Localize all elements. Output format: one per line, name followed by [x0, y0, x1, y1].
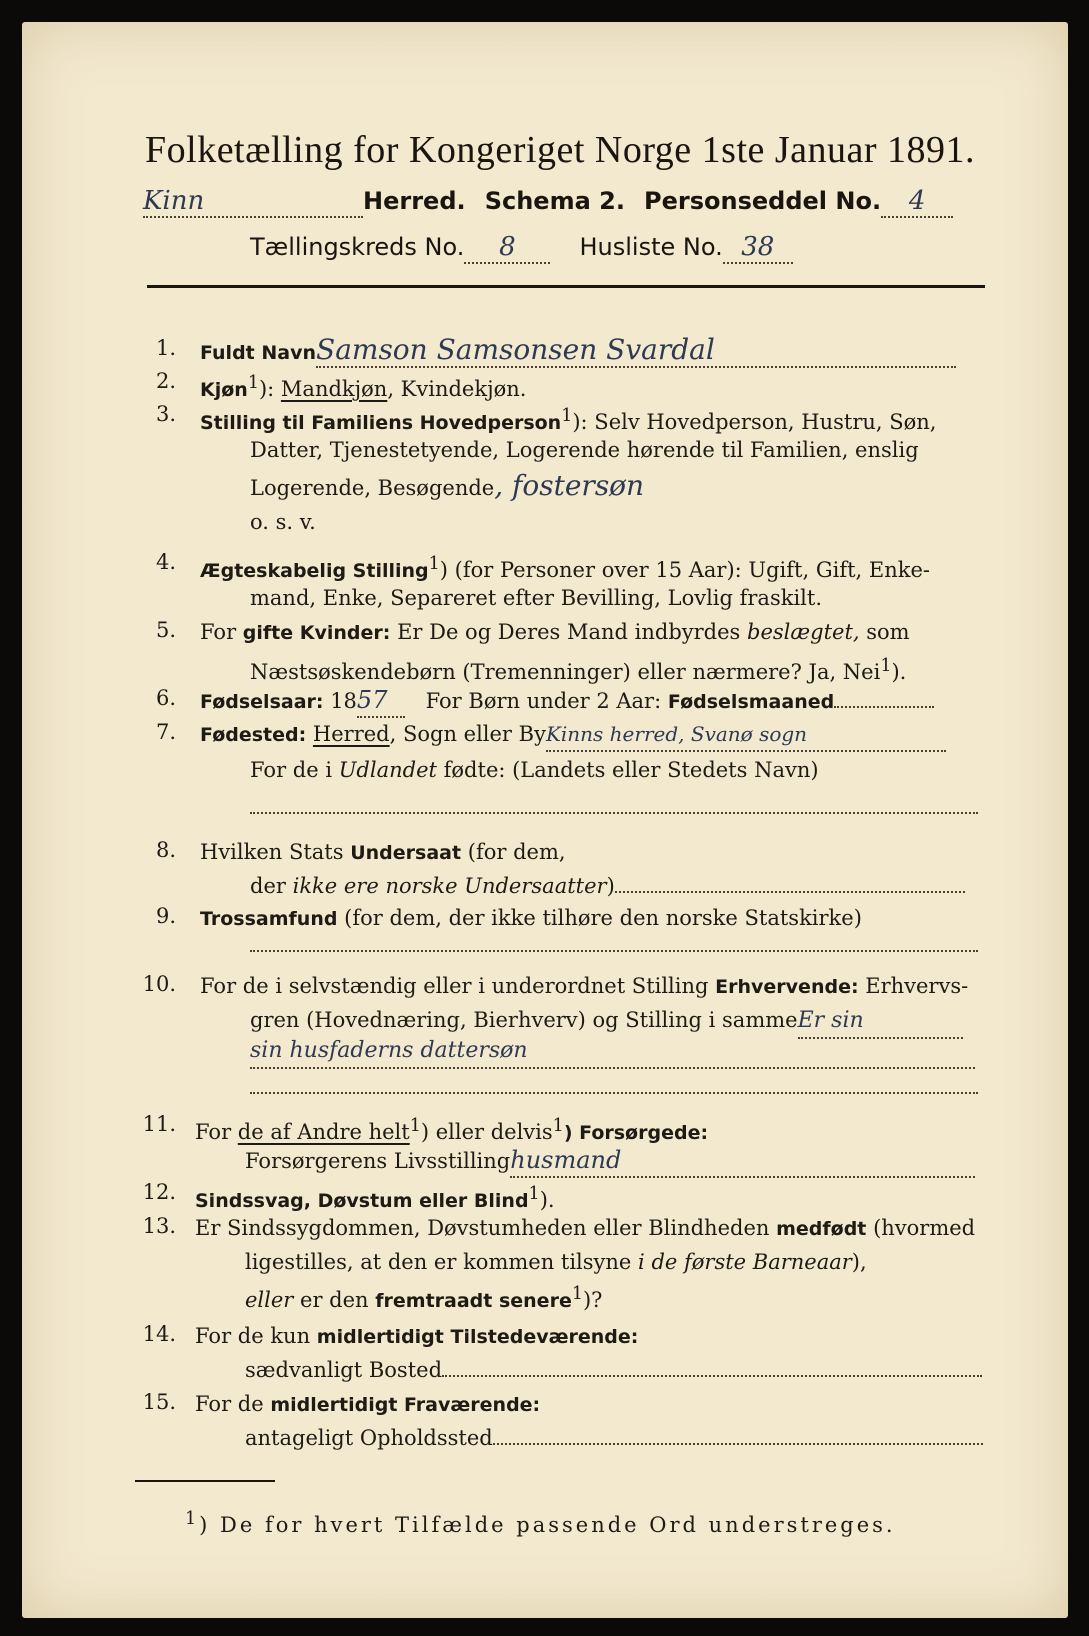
q11-sup-b: 1 — [552, 1116, 564, 1136]
q13-end: )? — [582, 1288, 603, 1312]
q13-line2b: ), — [851, 1250, 867, 1274]
q9-label: Trossamfund — [200, 908, 338, 930]
q15-text-a: For de — [195, 1392, 264, 1416]
q7-answer: Kinns herred, Svanø sogn — [546, 718, 946, 752]
q4-line1: ) (for Personer over 15 Aar): Ugift, Gift, Enke- — [439, 558, 930, 582]
footnote-text: ) De for hvert Tilfælde passende Ord understreges. — [199, 1513, 896, 1537]
q15-row-2 — [245, 1422, 983, 1454]
q6-answer: 57 — [357, 684, 405, 718]
q8-number: 8. — [155, 838, 176, 862]
q6-label-b: Fødselsmaaned — [667, 691, 835, 713]
q3-line2: Datter, Tjenestetyende, Logerende hørende til Familien, enslig — [250, 438, 919, 462]
q5-row-2 — [250, 650, 906, 688]
q4-label: Ægteskabelig Stilling — [200, 560, 429, 582]
q13-row-1 — [195, 1212, 975, 1245]
q8-row-1 — [200, 836, 566, 869]
q11-number: 11. — [142, 1112, 176, 1136]
q2-number: 2. — [155, 369, 176, 393]
q11-row-2 — [245, 1144, 975, 1178]
q7-label: Fødested: — [200, 724, 307, 746]
q10-number: 10. — [142, 972, 176, 996]
q6-row — [200, 684, 934, 718]
q8-italic: ikke ere norske Undersaatter — [292, 874, 607, 898]
q15-number: 15. — [142, 1390, 176, 1414]
footnote-sup: 1 — [185, 1509, 200, 1529]
q13-label: medfødt — [776, 1218, 867, 1240]
q2-option-female: , Kvindekjøn. — [387, 377, 527, 401]
q7-text-a: Herred — [312, 722, 390, 746]
q2-sup: 1 — [247, 373, 259, 393]
q15-label: midlertidigt Fraværende: — [270, 1394, 541, 1416]
q13-row-3 — [245, 1278, 602, 1317]
q5-label: gifte Kvinder: — [242, 622, 391, 644]
q3-sup: 1 — [561, 406, 573, 426]
q11-text-b: ) eller delvis — [420, 1120, 553, 1144]
q15-row-1 — [195, 1388, 540, 1421]
q11-text-c: ) Forsørgede: — [563, 1122, 709, 1144]
q7-blank-line — [250, 812, 978, 814]
q13-number: 13. — [142, 1214, 176, 1238]
q5-sup: 1 — [880, 656, 892, 676]
q14-row-2 — [245, 1354, 982, 1386]
q10-answer-1: Er sin — [798, 1005, 963, 1039]
q7-italic: Udlandet — [338, 758, 437, 782]
q10-line1a: For de i selvstændig eller i underordnet Stilling — [200, 974, 709, 998]
q13-label2: fremtraadt senere — [375, 1290, 572, 1312]
taellingskreds-label: Tællingskreds No. — [250, 233, 465, 261]
q13-italic: i de første Barneaar — [638, 1250, 852, 1274]
q6-prefix: 18 — [330, 689, 357, 713]
herred-label: Herred. — [363, 187, 466, 215]
q6-label: Fødselsaar: — [200, 691, 324, 713]
q5-line2: Næstsøskendebørn (Tremenninger) eller nærmere? Ja, Nei — [250, 660, 881, 684]
q2-label: Kjøn — [200, 379, 248, 401]
q7-row-2 — [250, 754, 819, 786]
q13-line3: er den — [300, 1288, 369, 1312]
q8-label: Undersaat — [350, 842, 462, 864]
q12-number: 12. — [142, 1180, 176, 1204]
q7-row-1 — [200, 718, 946, 752]
q10-row-3 — [250, 1034, 975, 1069]
q13-sup: 1 — [571, 1284, 583, 1304]
q6-text-a: For Børn under 2 Aar: — [425, 689, 662, 713]
q15-line2: antageligt Opholdssted — [245, 1426, 493, 1450]
q14-row-1 — [195, 1320, 638, 1353]
q14-label: midlertidigt Tilstedeværende: — [316, 1326, 639, 1348]
q11-line2: Forsørgerens Livsstilling — [245, 1149, 511, 1173]
q13-line1a: Er Sindssygdommen, Døvstumheden eller Blindheden — [195, 1216, 770, 1240]
q1-answer: Samson Samsonsen Svardal — [316, 334, 956, 368]
header-line-herred — [143, 186, 953, 218]
taellingskreds-value: 8 — [464, 232, 550, 264]
q8-line2a: der — [250, 874, 286, 898]
q13-line2a: ligestilles, at den er kommen tilsyne — [245, 1250, 632, 1274]
husliste-label: Husliste No. — [579, 233, 723, 261]
q7-text-b: , Sogn eller By — [389, 722, 546, 746]
q4-line2: mand, Enke, Separeret efter Bevilling, Lovlig fraskilt. — [250, 586, 823, 610]
q3-answer: , fostersøn — [494, 469, 645, 502]
q2-row: Kjøn$^1$): Mandkjøn, Kvindekjøn. — [200, 373, 527, 401]
q5-text-a: For — [200, 620, 237, 644]
q3-number: 3. — [155, 402, 176, 426]
q9-row — [200, 902, 862, 935]
q5-text-b: som — [866, 620, 910, 644]
q15-blank — [493, 1443, 983, 1445]
q8-line1b: (for dem, — [467, 840, 566, 864]
q7-number: 7. — [155, 720, 176, 744]
personseddel-value: 4 — [881, 186, 953, 218]
q5-end: ). — [891, 660, 907, 684]
q8-line1a: Hvilken Stats — [200, 840, 344, 864]
q1-number: 1. — [155, 336, 176, 360]
q4-number: 4. — [155, 550, 176, 574]
q5-line1: Er De og Deres Mand indbyrdes — [397, 620, 741, 644]
q13-row-2 — [245, 1246, 867, 1278]
form-title: Folketælling for Kongeriget Norge 1ste Januar 1891. — [145, 129, 976, 171]
personseddel-label: Personseddel No. — [644, 187, 882, 215]
q10-line1b: Erhvervs- — [865, 974, 969, 998]
q1-label: Fuldt Navn — [200, 342, 317, 364]
q10-answer-2: sin husfaderns dattersøn — [250, 1035, 975, 1069]
q10-row-1 — [200, 970, 968, 1003]
q13-line1b: (hvormed — [873, 1216, 976, 1240]
header-line-taelling — [250, 232, 793, 264]
q5-italic: beslægtet, — [747, 620, 860, 644]
q6-number: 6. — [155, 686, 176, 710]
q7-line2b: fødte: (Landets eller Stedets Navn) — [443, 758, 819, 782]
herred-value: Kinn — [143, 186, 363, 218]
q3-line4: o. s. v. — [250, 510, 316, 534]
q8-blank — [615, 891, 965, 893]
q6-blank — [834, 706, 934, 708]
q3-line3: Logerende, Besøgende — [250, 476, 495, 500]
q13-italic2: eller — [245, 1288, 294, 1312]
header-divider — [147, 285, 985, 288]
q5-number: 5. — [155, 618, 176, 642]
q3-line1: ): Selv Hovedperson, Hustru, Søn, — [572, 410, 937, 434]
q11-answer: husmand — [510, 1144, 975, 1178]
q12-sup: 1 — [528, 1184, 540, 1204]
q3-row-3 — [250, 470, 644, 504]
footnote — [185, 1509, 896, 1537]
q5-row-1 — [200, 616, 910, 649]
q14-number: 14. — [142, 1322, 176, 1346]
q11-u-text: de af Andre helt — [237, 1120, 410, 1144]
q12-end: ). — [539, 1188, 555, 1212]
q11-text-a: For — [195, 1120, 232, 1144]
q14-text-a: For de kun — [195, 1324, 311, 1348]
q2-option-male: Mandkjøn — [280, 377, 388, 401]
q10-blank-line — [250, 1092, 978, 1094]
schema-label: Schema 2. — [484, 187, 625, 215]
q1-row — [200, 334, 956, 369]
q14-line2: sædvanligt Bosted — [245, 1358, 443, 1382]
q4-sup: 1 — [428, 554, 440, 574]
q11-sup: 1 — [409, 1116, 421, 1136]
q3-label: Stilling til Familiens Hovedperson — [200, 412, 562, 434]
q9-blank-line — [250, 950, 978, 952]
q8-row-2 — [250, 870, 965, 902]
q8-line2b: ) — [606, 874, 615, 898]
q14-blank — [442, 1375, 982, 1377]
q7-line2: For de i — [250, 758, 333, 782]
q10-line2: gren (Hovednæring, Bierhverv) og Stilling i samme — [250, 1008, 798, 1032]
q12-label: Sindssvag, Døvstum eller Blind — [195, 1190, 529, 1212]
q9-line1: (for dem, der ikke tilhøre den norske Statskirke) — [344, 906, 862, 930]
q10-label: Erhvervende: — [715, 976, 859, 998]
q9-number: 9. — [155, 904, 176, 928]
husliste-value: 38 — [723, 232, 793, 264]
footnote-divider — [135, 1480, 275, 1482]
